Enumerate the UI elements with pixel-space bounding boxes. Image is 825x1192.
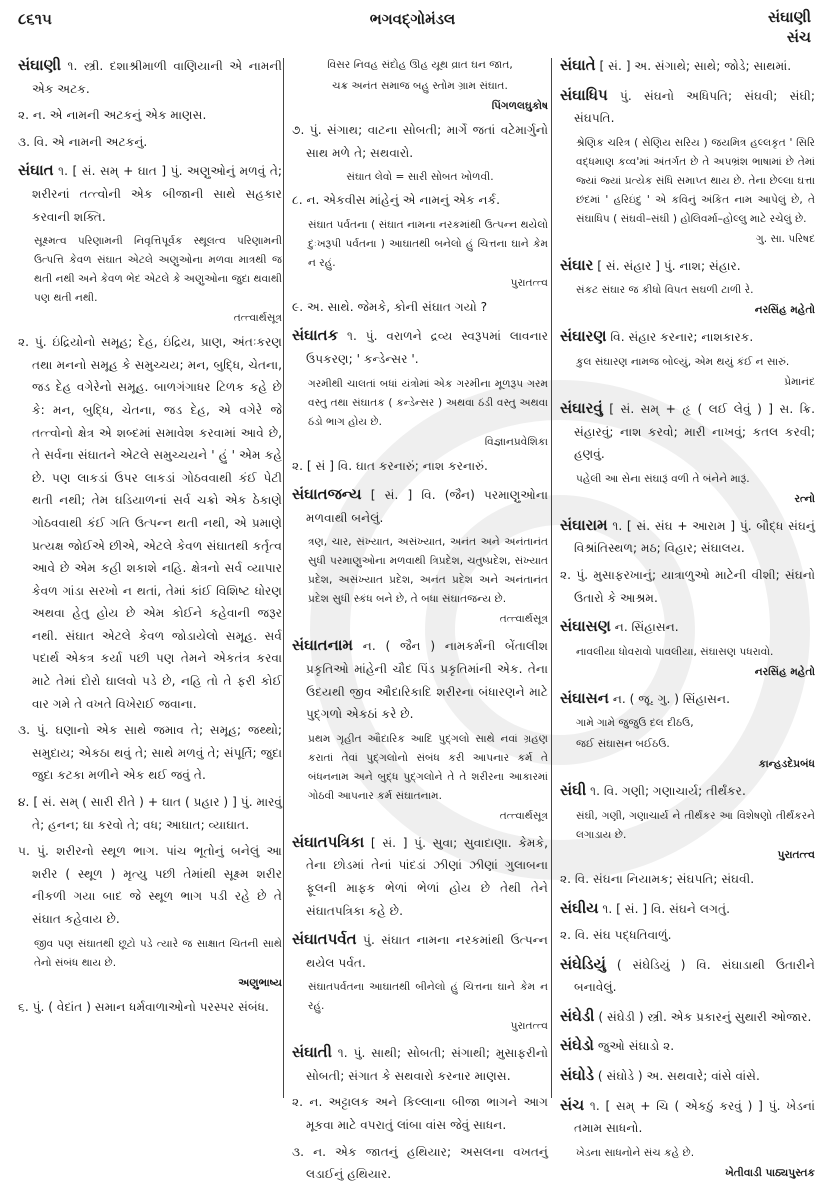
headword: સંઘારણ [560,327,607,346]
definition: ( સંઘેડિયું ) વિ. સંઘાડાથી ઉતારીને બનાવેલું. [574,957,815,995]
dictionary-entry [560,779,815,890]
definition: ૨. ન. અટ્ટાલક અને કિલ્લાના બીજા ભાગને આગ મૂકવા માટે વપરાતું લાંબા વાંસ જેવું સાધન. [292,1095,548,1133]
citation-source: ખેતીવાડી પાઠ્યપુસ્તક [725,1166,815,1179]
citation-source: તત્ત્વાર્થસૂત્ર [499,809,548,822]
citation-quote: ત્રણ, ચાર, સંખ્યાત, અસંખ્યાત, અનંત અને અનંતાનંત સુધી પરમાણુઓના મળવાથી ત્રિપ્રદેશ, ચતુષ્પ્રદેશ, સંખ્યાત પ્રદેશ, અસંખ્યાત પ્રદેશ, અનંત પ્રદેશ અને અનંતાનંત પ્રદેશ સુધી સ્કંધ બને છે, તે બધા સંઘાતજન્ય છે. [308,536,548,606]
dictionary-entry [560,687,815,774]
citation-source: તત્ત્વાર્થસૂત્ર [499,613,548,626]
headword: સંઘાતી [292,1043,332,1062]
definition: [ સં. ] પું. સુવા; સુવાદાણા. કેમકે, તેના છોડમાં તેનાં પાંદડાં ઝીણાં ઝીણાં ગુલાબના ફૂલની માફક ભેળાં ભેળાં હોય છે તેથી તેને સંઘાતપત્રિકા કહે છે. [306,835,549,918]
column-3 [560,54,815,1188]
dictionary-entry-continued [292,56,548,318]
headword: સંઘાત [18,161,54,180]
headword: સંઘાતે [560,56,596,74]
dictionary-entry [560,325,815,391]
citation-source: અણુભાષ્ય [238,976,282,989]
verse-line: વિસર નિવહ સંદોહ ઊહ યૂથ વ્રાત ઘન જાત, [327,59,513,71]
definition: ૧. [ સમ્ + ચિ ( એકઠું કરવું ) ] પું. ખેડનાં તમામ સાધનો. [574,1098,815,1136]
citation-quote: સંઘાતપર્વતના આઘાતથી બીનેલો હું ચિત્તના ઘાને કેમ ન રહું. [308,981,548,1013]
headword: સંચ [560,1095,585,1114]
definition: પું. સંઘાત નામના નરકમાંથી ઉત્પન્ન થયેલ પર્વત. [306,933,548,970]
headword: સંઘાસણ [560,617,611,636]
headword: સંઘાતપત્રિકા [292,832,365,851]
dictionary-entry [560,84,815,248]
dictionary-entry [560,397,815,508]
dictionary-entry [18,54,282,153]
headword: સંઘીય [560,898,599,917]
citation-source: તત્ત્વાર્થસૂત્ર [233,312,282,325]
definition: ૮. ન. એકવીસ માંહેનું એ નામનું એક નર્ક. [292,193,501,208]
definition: [ સં. ] અ. સંગાથે; સાથે; જોડે; સાથમાં. [599,59,792,73]
definition: ૨. વિ. સંઘના નિયામક; સંઘપતિ; સંઘવી. [560,871,755,886]
definition: વિ. સંહાર કરનાર; નાશકારક. [610,330,754,345]
citation-source: પુરાતત્ત્વ [510,1020,548,1033]
headword: સંઘાતપર્વત [292,930,357,949]
guide-word-top: સંઘાણી [768,8,811,26]
dictionary-entry [292,831,548,922]
definition: [ સં. ] વિ. (જૈન) પરમાણુઓના મળવાથી બનેલું. [306,488,548,525]
definition: ૭. પું. સંગાથ; વાટના સોબતી; માર્ગે જતાં વટેમાર્ગુનો સાથ મળે તે; સથવારો. [292,123,548,160]
dictionary-entry [18,159,282,1018]
dictionary-entry [560,1094,815,1182]
verse-line: ચક્ર અનંત સમાજ બહુ સ્તોમ ગ્રામ સંઘાત. [332,80,508,92]
definition: ( સંઘેડી ) સ્ત્રી. એક પ્રકારનું સુથારી ઓજાર. [598,1009,812,1024]
citation-quote: ગરમીથી ચાલતાં બધાં યંત્રોમાં એક ગરમીના મૂળરૂપ ગરમ વસ્તુ તથા સંઘાતક ( કન્ડેન્સર ) અથવા ઠંડી વસ્તુ અથવા ઠંડો ભાગ હોય છે. [308,377,548,428]
headword: સંઘાણી [18,56,61,74]
definition: ૯. અ. સાથે. જેમકે, કોની સંઘાત ગયો ? [292,299,488,314]
dictionary-entry [292,634,548,824]
citation-source: પુરાતત્ત્વ [777,848,815,861]
citation-quote: પહેલી આ સેના સંઘારૂં વળી તે બંનેને મારૂં. [576,472,750,485]
headword: સંઘાધિપ [560,85,608,104]
page-header [0,0,825,50]
citation-source: પિંગળલઘુકોષ [491,100,548,112]
citation-source: પુરાતત્ત્વ [510,276,548,289]
definition: [ સં. સંહાર ] પું. નાશ; સંહાર. [597,258,741,273]
definition: ૩. વિ. એ નામની અટકનું. [18,134,148,149]
definition: ૧. સ્ત્રી. દશાશ્રીમાળી વાણિયાની એ નામની એક અટક. [32,59,282,96]
definition: ન. ( જૈન ) નામકર્મની બેંતાલીશ પ્રકૃતિઓ માંહેની ચૌદ પિંડ પ્રકૃતિમાંની એક. તેના ઉદયથી જીવ ઔદારિકાદિ શરીરના બંધારણને માટે પુદ્ગળો એકઠાં કરે છે. [306,639,549,722]
dictionary-entry [560,1005,815,1029]
citation-quote: શ્રેણિક ચરિત્ર ( સેણિય સરિય ) જયમિત્ર હલ્લકૃત ' સિરિ વદ્ધમાણ કવ્વ'માં અંતર્ગત છે તે અપભ્રંશ ભાષામાં છે તેમાં જ્યાં જ્યાં પ્રત્યેક સંધિ સમાપ્ત થાય છે. તેના છેલ્લા ઘત્તા છંદમાં ' હરિઇંદુ ' એ કવિનું અંકિત નામ આપેલું છે, તે સંઘાધિપ ( સંઘવી–સંઘી ) હોલિવર્મા–હોલ્લુ માટે રચેલું છે. [576,136,815,225]
citation-quote: પ્રથમ ગૃહીત ઔદારિક આદિ પુદ્ગલો સાથે નવાં ગ્રહણ કરાતાં તેવાં પુદ્ગલોનો સંબંધ કરી આપનાર કર્મ તે બંધનનામ અને બુદ્ધ પુદ્ગલોને તે તે શરીરના આકારમાં ગોઠવી આપનાર કર્મ સંઘાતનામ. [308,732,548,802]
citation-quote: ખેડના સાધનોને સંચ કહે છે. [576,1146,695,1159]
definition: ૨. પું. મુસાફરખાનું; યાત્રાળુઓ માટેની વીશી; સંઘનો ઉતારો કે આશ્રમ. [560,567,815,605]
definition: પું. સંઘનો અધિપતિ; સંઘવી; સંઘી; સંઘપતિ. [574,88,816,126]
definition: જુઓ સંઘાડો ૨. [597,1039,675,1054]
page-title: ભગવદ્ગોમંડલ [369,10,456,28]
dictionary-entry [292,483,548,628]
dictionary-entry [560,1034,815,1058]
verse-line: જઈ સંઘાસન બઈઠઉ. [576,738,670,751]
definition: ૧. પું. વરાળને દ્રવ્ય સ્વરૂપમાં લાવનાર ઉપકરણ; ' કન્ડેન્સર '. [306,329,548,366]
dictionary-entry [560,1064,815,1088]
dictionary-entry [560,254,815,320]
definition: ન. સિંહાસન. [614,620,679,635]
citation-quote: સંઘી, ગણી, ગણાચાર્ય ને તીર્થંકર આ વિશેષણો તીર્થંકરને લગાડાય છે. [576,809,815,841]
headword: સંઘારામ [560,515,608,534]
headword: સંઘાતક [292,326,339,345]
citation-source: ગુ. સા. પરિષદ [756,232,815,245]
headword: સંઘાસન [560,688,609,707]
citation-source: પ્રેમાનંદ [784,375,815,388]
definition: [ સં. સમ્ + હૃ ( લઈ લેવું ) ] સ. ક્રિ. સંહારવું; નાશ કરવો; મારી નાખવું; કતલ કરવી; હણવું. [574,401,815,462]
definition: ન. ( જૂ. ગુ. ) સિંહાસન. [612,691,730,706]
citation-quote: સૂક્ષ્મત્વ પરિણામની નિવૃત્તિપૂર્વક સ્થૂલત્વ પરિણામની ઉત્પત્તિ કેવળ સંઘાત એટલે અણુઓના મળવા માત્રથી જ થતી નથી અને કેવળ ભેદ એટલે કે અણુઓના જુદા થવાથી પણ થતી નથી. [34,235,282,305]
headword: સંઘાતનામ [292,636,354,655]
headword: સંઘેડો [560,1036,594,1055]
headword: સંઘારવું [560,398,603,417]
headword: સંઘાર [560,255,594,274]
column-divider [551,58,552,1098]
definition: ૨. ન. એ નામની અટકનું એક માણસ. [18,108,207,123]
headword: સંઘેડી [560,1006,595,1025]
definition: ૧. વિ. ગણી; ગણાચાર્ય; તીર્થંકર. [590,784,746,799]
citation-source: નરસિંહ મહેતો [754,665,815,678]
citation-quote: સંઘાત પર્વતના ( સંઘાત નામના નરકમાંથી ઉત્પન્ન થયેલો દુઃખરૂપી પર્વતના ) આઘાતથી બનેલો હું ચિત્તના ઘાને કેમ ન રહું. [308,218,548,269]
dictionary-entry [560,514,815,609]
phrase: સંઘાત લેવો = સારી સોબત ખોળવી. [346,171,494,184]
definition: ૧. [ સં. સમ્ + ઘાત ] પું. અણુઓનું મળવું તે; શરીરનાં તત્ત્વોની એક બીજાની સાથે સહકાર કરવાની શક્તિ. [32,164,283,224]
dictionary-entry [560,953,815,999]
citation-quote: કુલ સંઘારણ નામજ બોલ્યું, એમ થયું કંઈ ન સારું. [576,355,790,368]
citation-source: કાન્હડદેપ્રબંધ [758,758,815,771]
headword: સંઘેડિયું [560,954,606,973]
definition: ૧. [ સં. ] વિ. સંઘને લગતું. [602,901,730,916]
definition: ૨. [ સં ] વિ. ઘાત કરનારું; નાશ કરનારું. [292,458,488,473]
citation-source: રત્નો [794,492,815,505]
headword: સંઘોડે [560,1066,594,1085]
citation-quote: નાવલીયા ધોવરાવો પાવલીયા, સંઘાસણ પધરાવો. [576,645,774,658]
dictionary-entry [560,615,815,681]
guide-word-bottom: સંચ [786,28,811,46]
citation-quote: સંકટ સંઘાર જ કીધો વિપત સઘળી ટાળી રે. [576,284,754,297]
definition: ૨. વિ. સંઘ પદ્ધતિવાળું. [560,928,672,943]
dictionary-entry [292,1041,548,1186]
definition: ૩. ન. એક જાતનું હથિયાર; અસલના વખતનું લડાઈનું હથિયાર. [292,1144,548,1182]
definition: ૧. [ સં. સંઘ + આરામ ] પું. બૌદ્ધ સંઘનું વિશ્રાંતિસ્થળ; મઠ; વિહાર; સંઘાલય. [574,518,815,556]
column-divider [283,58,284,1098]
dictionary-entry [292,324,548,477]
definition: ૪. [ સં. સમ્ ( સારી રીતે ) + ઘાત ( પ્રહાર ) ] પું. મારવું તે; હનન; ઘા કરવો તે; વધ; આઘાત; વ્યાઘાત. [18,795,282,832]
dictionary-entry [560,897,815,947]
dictionary-entry [560,54,815,78]
headword: સંઘી [560,781,587,800]
definition: ૩. પું. ઘણાનો એક સાથે જમાવ તે; સમૂહ; જથ્થો; સમુદાય; એકઠા થવું તે; સાથે મળવું તે; સંપૂર્તિ; જુદા જુદા કટકા મળીને એક થઈ જવું તે. [18,723,282,783]
column-2 [292,54,548,1192]
definition: ૨. પું. ઇંદ્રિયોનો સમૂહ; દેહ, ઇંદ્રિય, પ્રાણ, અંતઃકરણ તથા મનનો સમૂહ કે સમુચ્ચય; મન, બુદ્ધિ, ચેતના, જડ દેહ વગેરેનો સમૂહ. બાળગંગાધર ટિળક કહે છે કે: મન, બુદ્ધિ, ચેતના, જડ દેહ, એ વગેરે જે તત્ત્વોનો ક્ષેત્ર એ શબ્દમાં સમાવેશ કરવામાં આવે છે, તે સર્વના સંઘાતને એટલે સમુચ્ચયને ' હું ' એમ કહે છે. પણ લાકડાં ઉપર લાકડાં ગોઠવવાથી કંઈ પેટી થતી નથી; તેમ ઘડિયાળનાં સર્વ ચક્રો એક ઠેકાણે ગોઠવવાથી કંઈ ગતિ ઉત્પન્ન થતી નથી, એ પ્રમાણે પ્રત્યક્ષ જોઈએ છીએ, એટલે કેવળ સંઘાતથી કર્તૃત્વ આવે છે એમ કહી શકાશે નહિ. ક્ષેત્રનો સર્વ વ્યાપાર કેવળ ગાંડા સરખો ન થતાં, તેમાં કાંઈ વિશિષ્ટ ધોરણ અથવા હેતુ હોય છે એમ કોઈને કહેવાની જરૂર નથી. સંઘાત એટલે કેવળ જોડાયેલો સમૂહ. સર્વ પદાર્થ એકત્ર કર્યા પછી પણ તેમને એકતંત્ર કરવા માટે તેમાં દોરો ઘાલવો પડે છે, નહિ તો તે ફરી કોઈ વાર ગમે તે વખતે વિખેરાઈ જવાના. [18,335,282,711]
citation-quote: જીવ પણ સંઘાતથી છૂટો પડે ત્યારે જ સાક્ષાત ચિતની સાથે તેનો સંબંધ થાય છે. [34,937,282,969]
headword: સંઘાતજન્ય [292,485,362,504]
column-1 [18,54,282,1024]
citation-source: નરસિંહ મહેતો [754,304,815,317]
verse-line: ગામે ગામે જુજુઉ દલ દીઠઉ, [576,717,694,730]
page-number: ૮૬૧૫ [18,10,52,28]
definition: ( સંઘોડે ) અ. સથવારે; વાંસે વાંસે. [597,1069,760,1084]
dictionary-entry [292,928,548,1035]
definition: ૧. પું. સાથી; સોબતી; સંગાથી; મુસાફરીનો સોબતી; સંગાત કે સથવારો કરનાર માણસ. [306,1046,549,1083]
citation-source: વિજ્ઞાનપ્રવેશિકા [484,435,548,448]
definition: ૫. પું. શરીરનો સ્થૂળ ભાગ. પાંચ ભૂતોનું બનેલું આ શરીર ( સ્થૂળ ) મૃત્યુ પછી તેમાંથી સૂક્ષ્મ શરીર નીકળી ગયા બાદ જે સ્થૂળ ભાગ પડી રહે છે તે સંઘાત કહેવાય છે. [18,844,282,926]
definition: ૬. પું. ( વેદાંત ) સમાન ધર્મવાળાઓનો પરસ્પર સંબંધ. [18,999,269,1014]
